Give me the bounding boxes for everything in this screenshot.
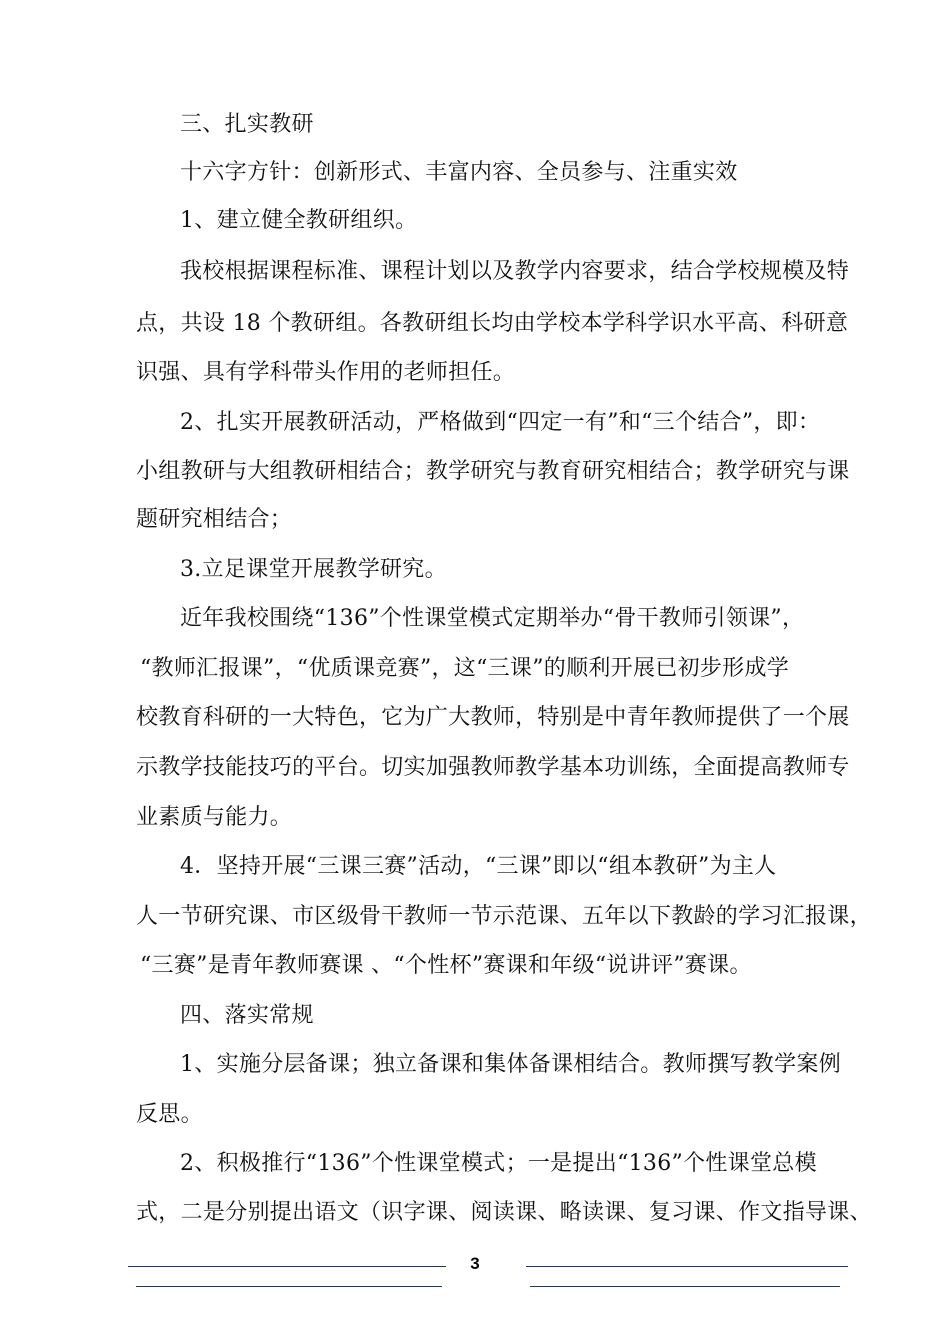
paragraph-line: 反思。 [136,1102,203,1127]
paragraph-line: 业素质与能力。 [136,805,293,830]
paragraph-line: 识强、具有学科带头作用的老师担任。 [136,360,516,385]
footer-rule-left-lower [136,1286,442,1287]
footer-rule-right [526,1266,848,1267]
paragraph-line: 我校根据课程标准、课程计划以及教学内容要求，结合学校规模及特 [180,259,850,284]
heading-section-4: 四、落实常规 [180,1003,314,1028]
paragraph-line: 校教育科研的一大特色，它为广大教师，特别是中青年教师提供了一个展 [136,705,850,730]
paragraph-line: 2、扎实开展教研活动，严格做到“四定一有”和“三个结合”，即： [180,410,821,435]
paragraph-line: 3.立足课堂开展教学研究。 [180,557,447,582]
paragraph-line: 1、建立健全教研组织。 [180,208,418,233]
paragraph-line: “教师汇报课”，“优质课竞赛”，这“三课”的顺利开展已初步形成学 [140,656,790,681]
paragraph-line: 4．坚持开展“三课三赛”活动，“三课”即以“组本教研”为主人 [180,854,777,879]
paragraph-line: 1、实施分层备课；独立备课和集体备课相结合。教师撰写教学案例 [180,1052,841,1077]
paragraph-line: “三赛”是青年教师赛课 、“个性杯”赛课和年级“说讲评”赛课。 [140,953,752,978]
paragraph-line: 式，二是分别提出语文（识字课、阅读课、略读课、复习课、作文指导课、 [136,1200,872,1225]
paragraph-line: 示教学技能技巧的平台。切实加强教师教学基本功训练，全面提高教师专 [136,755,850,780]
paragraph-line: 近年我校围绕“136”个性课堂模式定期举办“骨干教师引领课”， [180,606,805,631]
paragraph-line: 2、积极推行“136”个性课堂模式；一是提出“136”个性课堂总模 [180,1151,817,1176]
footer-rule-right-lower [530,1286,840,1287]
paragraph-line: 小组教研与大组教研相结合；教学研究与教育研究相结合；教学研究与课 [136,459,850,484]
paragraph-line: 十六字方针：创新形式、丰富内容、全员参与、注重实效 [180,160,738,185]
footer-rule-left [128,1266,446,1267]
page-number: 3 [470,1254,480,1273]
paragraph-line: 人一节研究课、市区级骨干教师一节示范课、五年以下教龄的学习汇报课， [136,904,872,929]
heading-section-3: 三、扎实教研 [180,112,314,137]
paragraph-line: 题研究相结合； [136,507,293,532]
paragraph-line: 点，共设 18 个教研组。各教研组长均由学校本学科学识水平高、科研意 [136,311,849,336]
